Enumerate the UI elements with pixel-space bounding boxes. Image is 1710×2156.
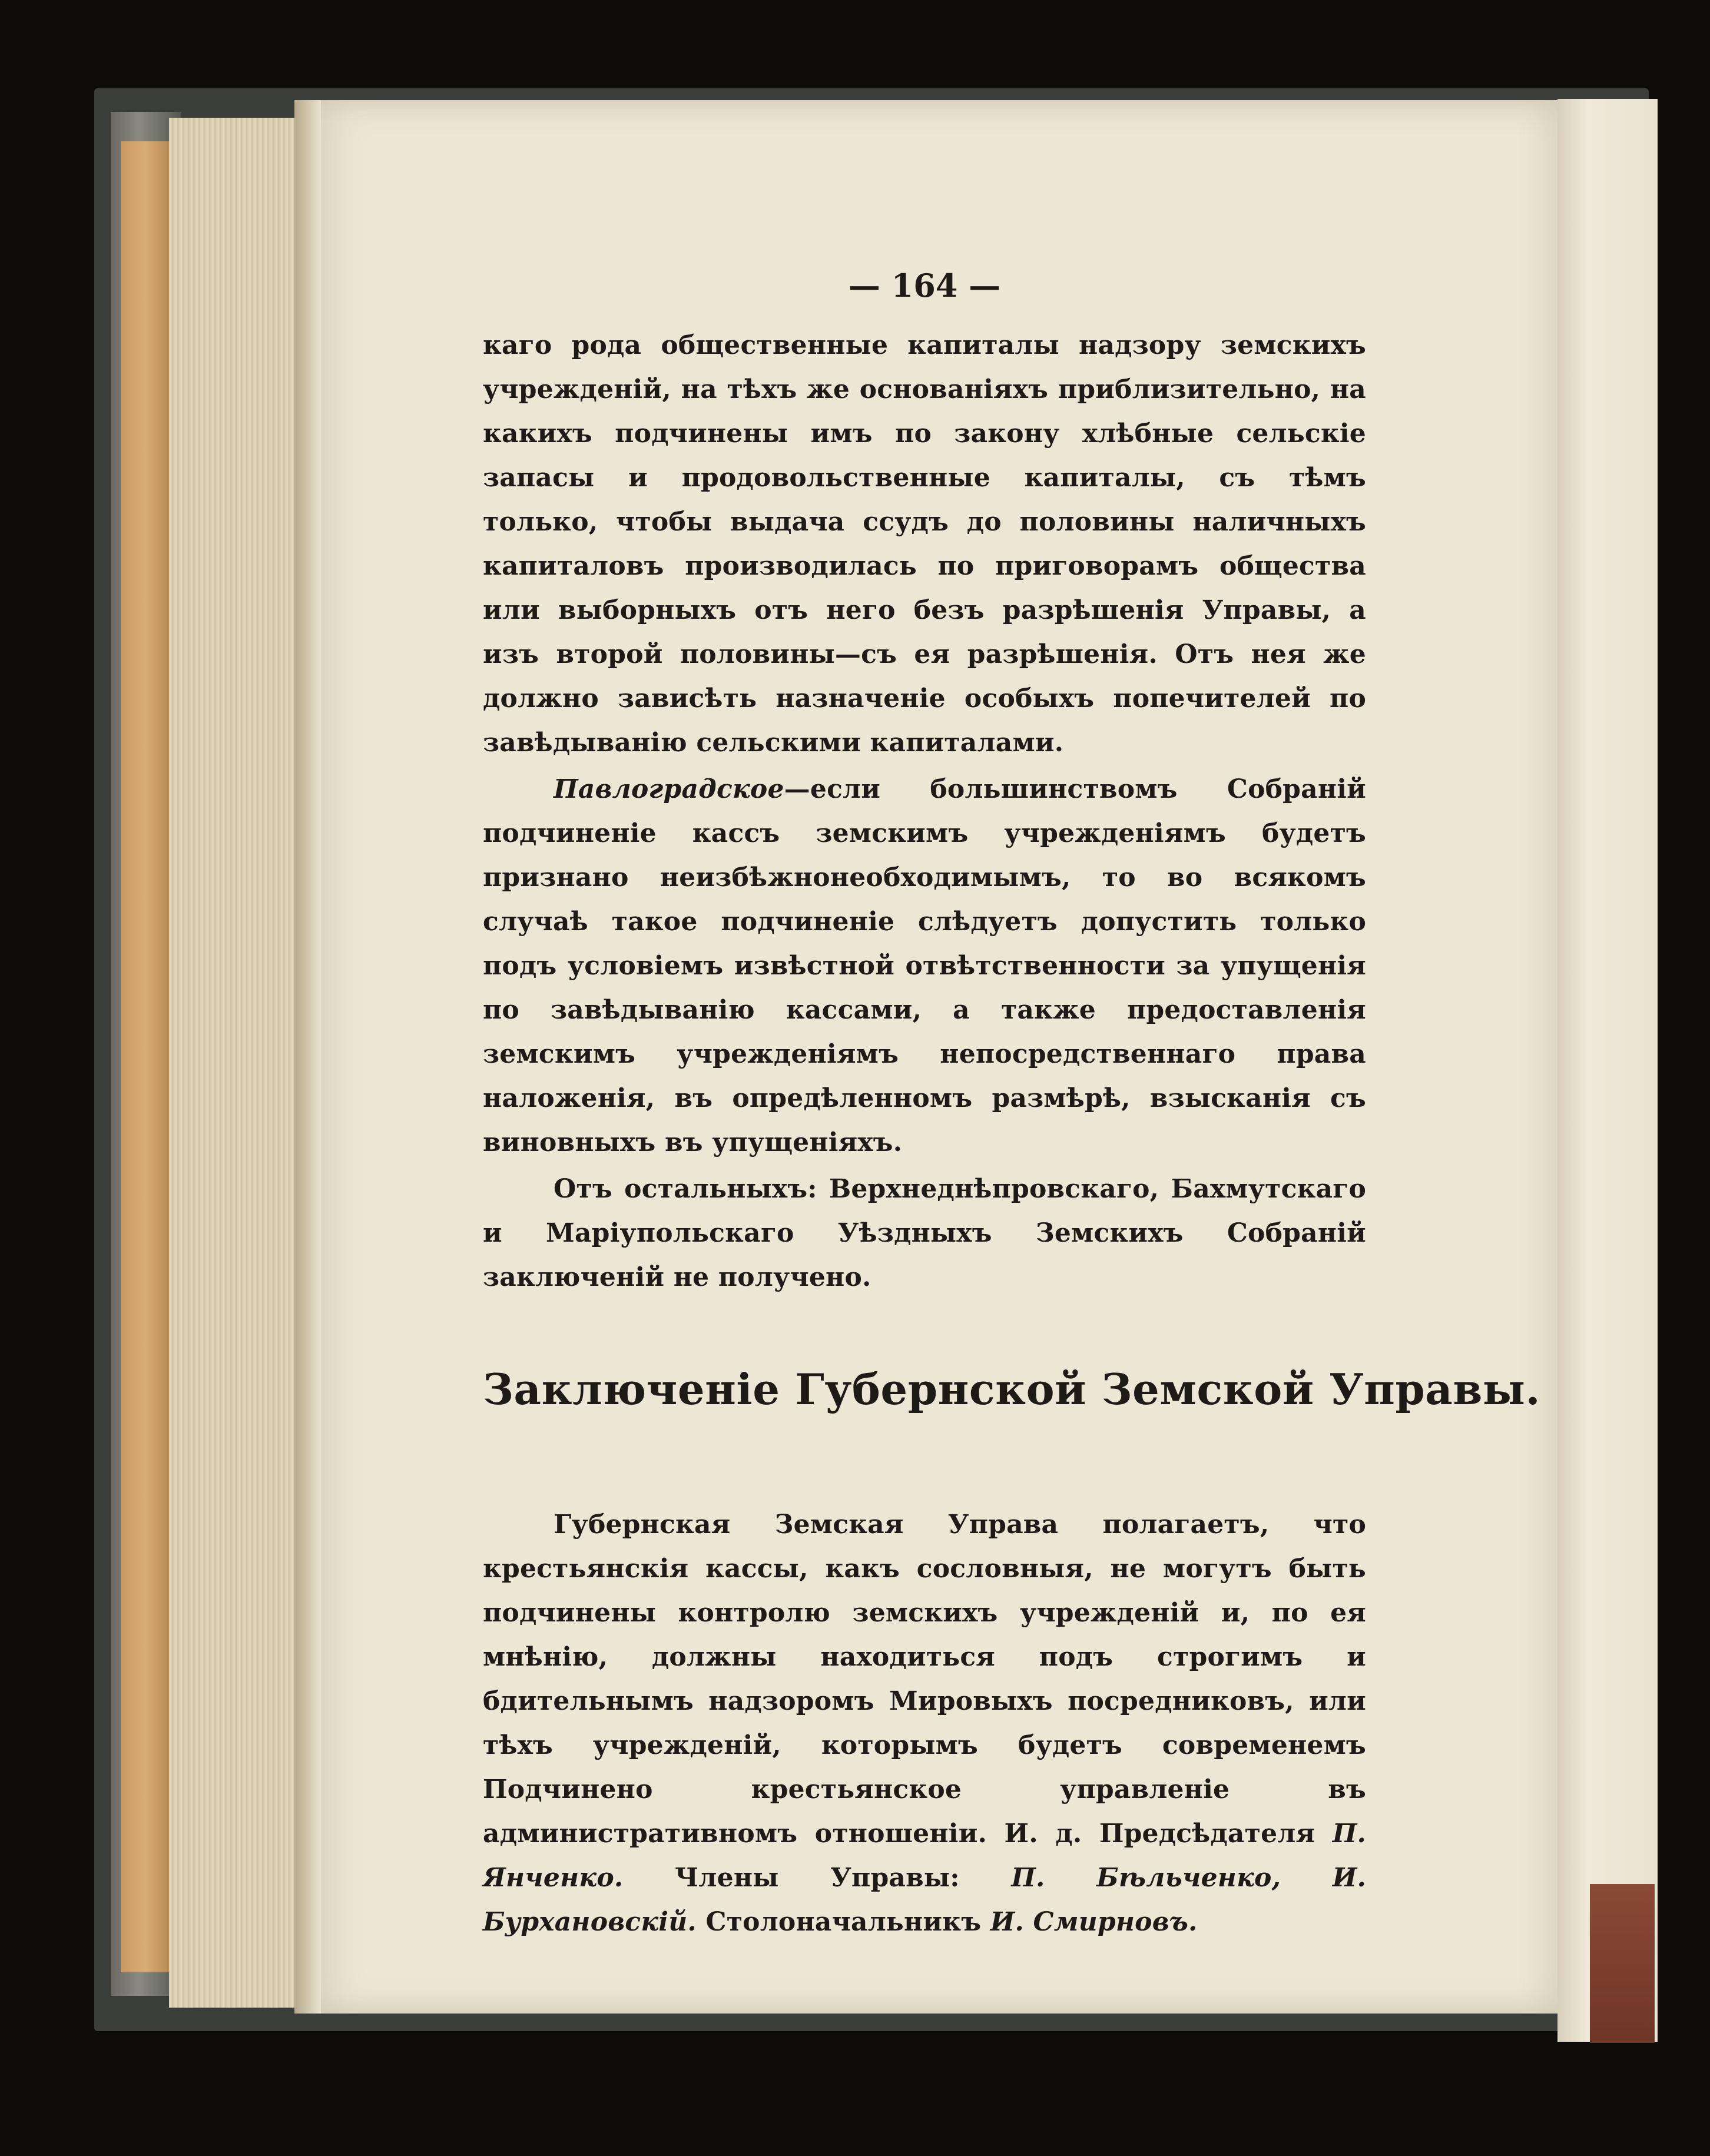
conclusion-body: Губернская Земская Управа полагаетъ, что крестьянскія кассы, какъ сословныя, не могутъ быть подчинены контролю земскихъ учрежденій и, по ея мнѣнію, должны находиться подъ строгимъ и бдительнымъ надзоромъ Мировыхъ посредниковъ, или тѣхъ учрежденій, которымъ будетъ современемъ Подчинено крестьянское управленіе въ административномъ отношеніи.	[483, 1510, 1366, 1849]
paragraph-continuation	[483, 323, 1366, 765]
cover-corner	[1590, 1884, 1655, 2043]
paragraph-2-text: —если большинствомъ Собраній подчиненіе кассъ земскимъ учрежденіямъ будетъ признано неизбѣжнонеобходимымъ, то во всякомъ случаѣ такое подчиненіе слѣдуетъ допустить только подъ условіемъ извѣстной отвѣтственности за упущенія по завѣдыванію кассами, а также предоставленія земскимъ учрежденіямъ непосредственнаго права наложенія, въ опредѣленномъ размѣрѣ, взысканія съ виновныхъ въ упущеніяхъ.	[483, 774, 1366, 1157]
conclusion-text	[483, 1502, 1366, 1944]
signature-chair: П. Янченко.	[483, 1819, 1366, 1893]
signature-member-2: И. Бурхановскій.	[483, 1863, 1366, 1937]
signature-member-1: П. Бѣльченко,	[1011, 1863, 1281, 1893]
page-text-column	[483, 267, 1541, 1944]
paragraph-1: каго рода общественные капиталы надзору земскихъ учрежденій, на тѣхъ же основаніяхъ приблизительно, на какихъ подчинены имъ по закону хлѣбные сельскіе запасы и продовольственные капиталы, съ тѣмъ только, чтобы выдача ссудъ до половины наличныхъ капиталовъ производилась по приговорамъ общества или выборныхъ отъ него безъ разрѣшенія Управы, а изъ второй половины—съ ея разрѣшенія. Отъ нея же должно зависѣть назначеніе особыхъ попечителей по завѣдыванію сельскими капиталами.	[483, 330, 1366, 758]
members-label: Члены Управы:	[675, 1863, 960, 1893]
section-heading: Заключеніе Губернской Земской Управы.	[483, 1364, 1541, 1414]
facing-page-edge	[1557, 99, 1658, 2042]
page-stack-edges	[169, 118, 310, 2008]
clerk-label: Столоначальникъ	[705, 1907, 982, 1937]
page-gutter	[294, 100, 321, 2014]
paragraph-conclusion	[483, 1502, 1366, 1944]
paragraph-3: Отъ остальныхъ: Верхнеднѣпровскаго, Бахмутскаго и Маріупольскаго Уѣздныхъ Земскихъ Собраній заключеній не получено.	[483, 1174, 1366, 1292]
paragraph-pavlograd	[483, 767, 1366, 1165]
signature-prefix: И. д. Предсѣдателя	[1004, 1819, 1315, 1849]
paragraph-2	[483, 767, 1366, 1165]
paragraph-others	[483, 1167, 1366, 1299]
page-number: — 164 —	[848, 267, 1001, 304]
spine-strip	[121, 141, 169, 1972]
signature-clerk: И. Смирновъ.	[990, 1907, 1198, 1937]
district-name-pavlograd: Павлоградское	[554, 774, 784, 804]
